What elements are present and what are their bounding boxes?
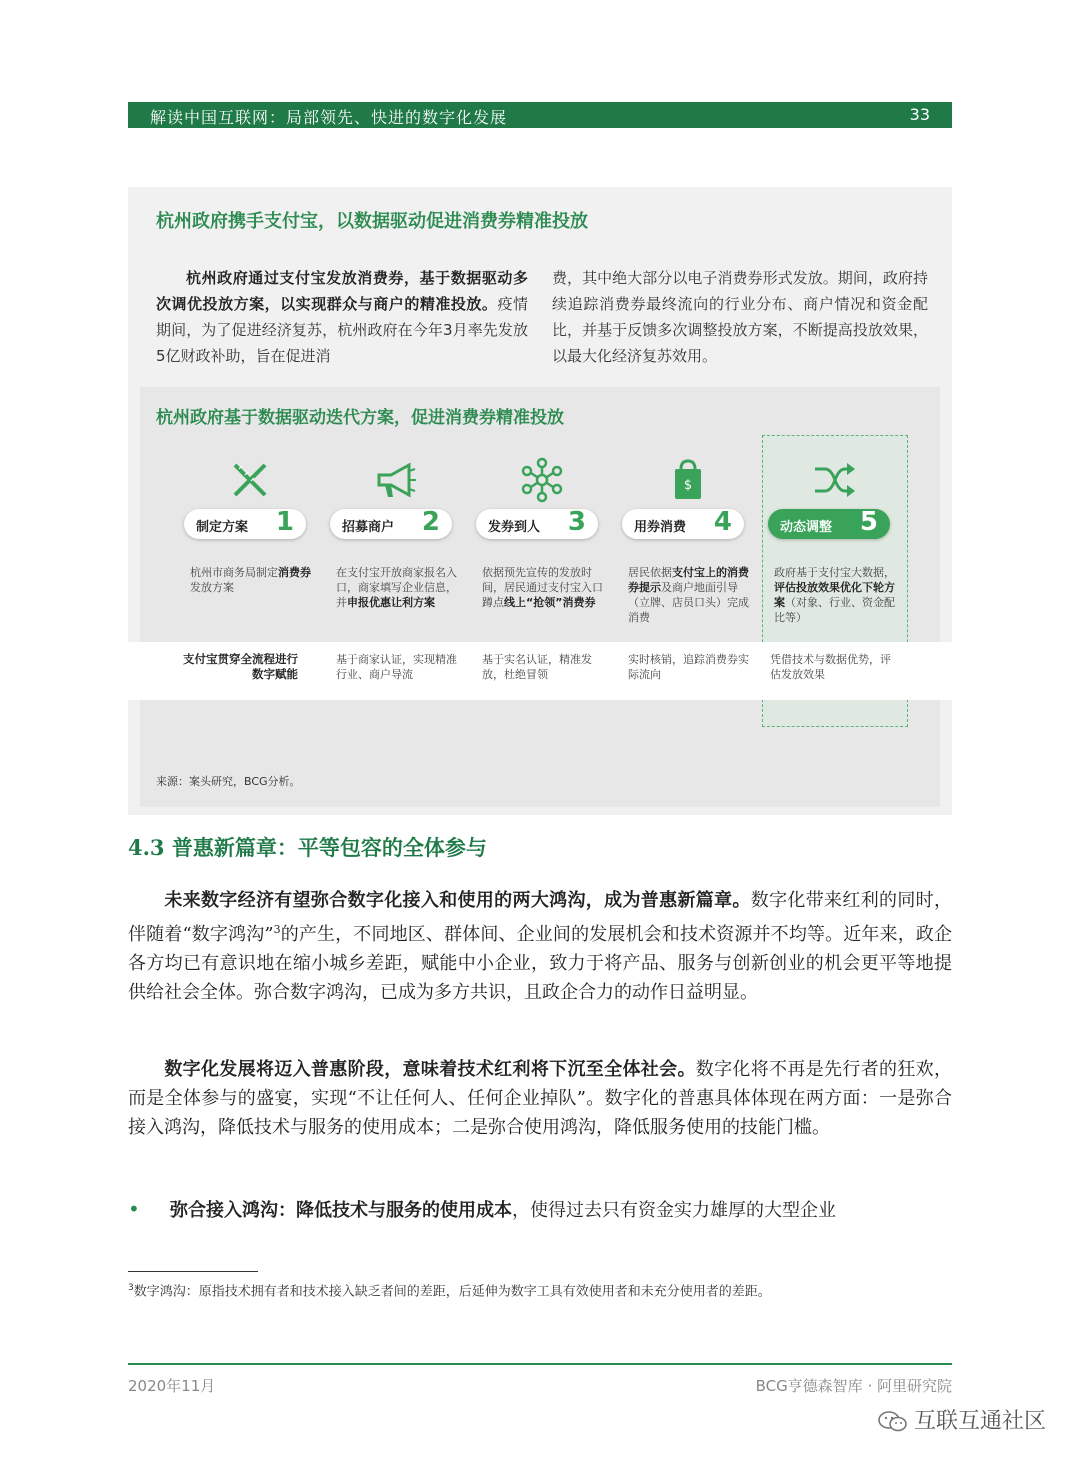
ruler-pencil-icon bbox=[227, 457, 273, 503]
source-note: 来源：案头研究，BCG分析。 bbox=[156, 775, 301, 788]
step-label: 制定方案 bbox=[196, 520, 249, 535]
band-cell: 基于商家认证，实现精准行业、商户导流 bbox=[336, 653, 457, 681]
step-desc-bold: 线上“抢领”消费券 bbox=[504, 596, 596, 609]
page-number: 33 bbox=[909, 105, 930, 124]
paragraph-1-text: 数字化带来红利的同时，伴随着“数字鸿沟” bbox=[128, 890, 953, 945]
case-study-box bbox=[128, 187, 952, 815]
step-desc-text: 居民依据 bbox=[628, 566, 672, 579]
case-intro-column-2 bbox=[552, 265, 928, 369]
header-title: 解读中国互联网：局部领先、快进的数字化发展 bbox=[150, 108, 508, 127]
step-pill-active bbox=[768, 509, 890, 539]
bullet-item bbox=[170, 1196, 952, 1225]
shuffle-icon bbox=[811, 457, 857, 503]
step-pill bbox=[622, 509, 744, 539]
step-label: 发券到人 bbox=[488, 520, 541, 535]
paragraph-2-lead: 数字化发展将迈入普惠阶段，意味着技术红利将下沉至全体社会。 bbox=[164, 1059, 696, 1080]
page-header-bar bbox=[128, 102, 952, 128]
case-intro-bold: 杭州政府通过支付宝发放消费券，基于数据驱动多次调优投放方案，以实现群众与商户的精准投放。 bbox=[156, 269, 528, 313]
paragraph-2-text: 数字化将不再是先行者的狂欢，而是全体参与的盛宴，实现“不让任何人、任何企业掉队”。数字化的普惠具体体现在两方面：一是弥合接入鸿沟，降低技术与服务的使用成本；二是弥合使用鸿沟，降低服务使用的技能门槛。 bbox=[128, 1059, 952, 1138]
case-intro-column-1 bbox=[156, 265, 528, 369]
step-pill bbox=[184, 509, 306, 539]
step-desc-bold: 支付宝上的消费券提示 bbox=[628, 566, 749, 594]
footnote-divider bbox=[128, 1271, 258, 1272]
paragraph-2 bbox=[128, 1055, 952, 1142]
band-cell: 凭借技术与数据优势，评估发放效果 bbox=[770, 653, 891, 681]
watermark-text: 互联互通社区 bbox=[913, 1409, 1046, 1434]
step-description bbox=[628, 565, 754, 625]
step-label: 动态调整 bbox=[780, 520, 833, 535]
step-description bbox=[482, 565, 608, 610]
bullet-text: ，使得过去只有资金实力雄厚的大型企业 bbox=[512, 1200, 836, 1221]
case-intro-text-2: 费，其中绝大部分以电子消费券形式发放。期间，政府持续追踪消费券最终流向的行业分布、商户情况和资金配比，并基于反馈多次调整投放方案，不断提高投放效果，以最大化经济复苏效用。 bbox=[552, 269, 928, 365]
step-desc-text: 发放方案 bbox=[190, 581, 234, 594]
step-desc-text: 及商户地面引导（立牌、店员口头）完成消费 bbox=[628, 581, 749, 624]
megaphone-icon bbox=[373, 457, 419, 503]
footer-org: BCG亨德森智库 · 阿里研究院 bbox=[755, 1377, 952, 1395]
shopping-bag-icon bbox=[665, 457, 711, 503]
band-cell: 基于实名认证，精准发放，杜绝冒领 bbox=[482, 653, 592, 681]
footnote bbox=[128, 1279, 958, 1301]
paragraph-1-lead: 未来数字经济有望弥合数字化接入和使用的两大鸿沟，成为普惠新篇章。 bbox=[164, 890, 751, 911]
footnote-text: 数字鸿沟：原指技术拥有者和技术接入缺乏者间的差距，后延伸为数字工具有效使用者和未充分使用者的差距。 bbox=[133, 1284, 771, 1300]
step-number: 3 bbox=[567, 507, 586, 537]
step-pill bbox=[330, 509, 452, 539]
footnote-ref[interactable]: 3 bbox=[273, 923, 281, 936]
band-label: 支付宝贯穿全流程进行数字赋能 bbox=[183, 652, 298, 681]
case-study-title: 杭州政府携手支付宝，以数据驱动促进消费券精准投放 bbox=[156, 211, 588, 232]
network-nodes-icon bbox=[519, 457, 565, 503]
paragraph-1-text: 的产生，不同地区、群体间、企业间的发展机会和技术资源并不均等。近年来，政企各方均已有意识地在缩小城乡差距，赋能中小企业，致力于将产品、服务与创新创业的机会更平等地提供给社会全体。弥合数字鸿沟，已成为多方共识，且政企合力的动作日益明显。 bbox=[128, 924, 952, 1003]
step-description bbox=[190, 565, 316, 595]
step-pill bbox=[476, 509, 598, 539]
step-label: 用券消费 bbox=[634, 520, 687, 535]
step-desc-text: 政府基于支付宝大数据， bbox=[774, 566, 895, 579]
step-desc-bold: 评估投放效果优化下轮方案 bbox=[774, 581, 895, 609]
section-heading: 4.3 普惠新篇章：平等包容的全体参与 bbox=[128, 835, 487, 860]
alipay-enablement-band bbox=[128, 642, 952, 700]
watermark bbox=[878, 1404, 1046, 1435]
band-cell: 实时核销，追踪消费券实际流向 bbox=[628, 653, 749, 681]
step-desc-bold: 申报优惠让利方案 bbox=[347, 596, 435, 609]
step-desc-text: （对象、行业、资金配比等） bbox=[774, 596, 895, 624]
step-number: 2 bbox=[421, 507, 440, 537]
paragraph-1 bbox=[128, 886, 952, 1007]
step-desc-bold: 消费券 bbox=[278, 566, 311, 579]
diagram-title: 杭州政府基于数据驱动迭代方案，促进消费券精准投放 bbox=[156, 408, 564, 428]
step-description bbox=[336, 565, 462, 610]
step-number: 1 bbox=[275, 507, 294, 537]
bullet-icon: • bbox=[128, 1197, 140, 1221]
footer-divider bbox=[128, 1363, 952, 1365]
footnote-number: 3 bbox=[128, 1283, 134, 1293]
footer-date: 2020年11月 bbox=[128, 1377, 216, 1395]
step-desc-text: 在支付宝开放商家报名入口，商家填写企业信息，并 bbox=[336, 566, 457, 609]
step-number: 4 bbox=[713, 507, 732, 537]
bullet-lead: 弥合接入鸿沟：降低技术与服务的使用成本 bbox=[170, 1200, 512, 1221]
step-desc-text: 杭州市商务局制定 bbox=[190, 566, 278, 579]
step-number: 5 bbox=[859, 507, 878, 537]
process-steps bbox=[128, 387, 952, 647]
svg-text:$: $ bbox=[683, 478, 693, 493]
step-desc-text: 依据预先宣传的发放时间，居民通过支付宝入口蹲点 bbox=[482, 566, 603, 609]
step-label: 招募商户 bbox=[342, 520, 395, 535]
wechat-icon bbox=[878, 1410, 908, 1434]
step-description bbox=[774, 565, 900, 625]
case-intro-text: 疫情期间，为了促进经济复苏，杭州政府在今年3月率先发放5亿财政补助，旨在促进消 bbox=[156, 295, 528, 365]
